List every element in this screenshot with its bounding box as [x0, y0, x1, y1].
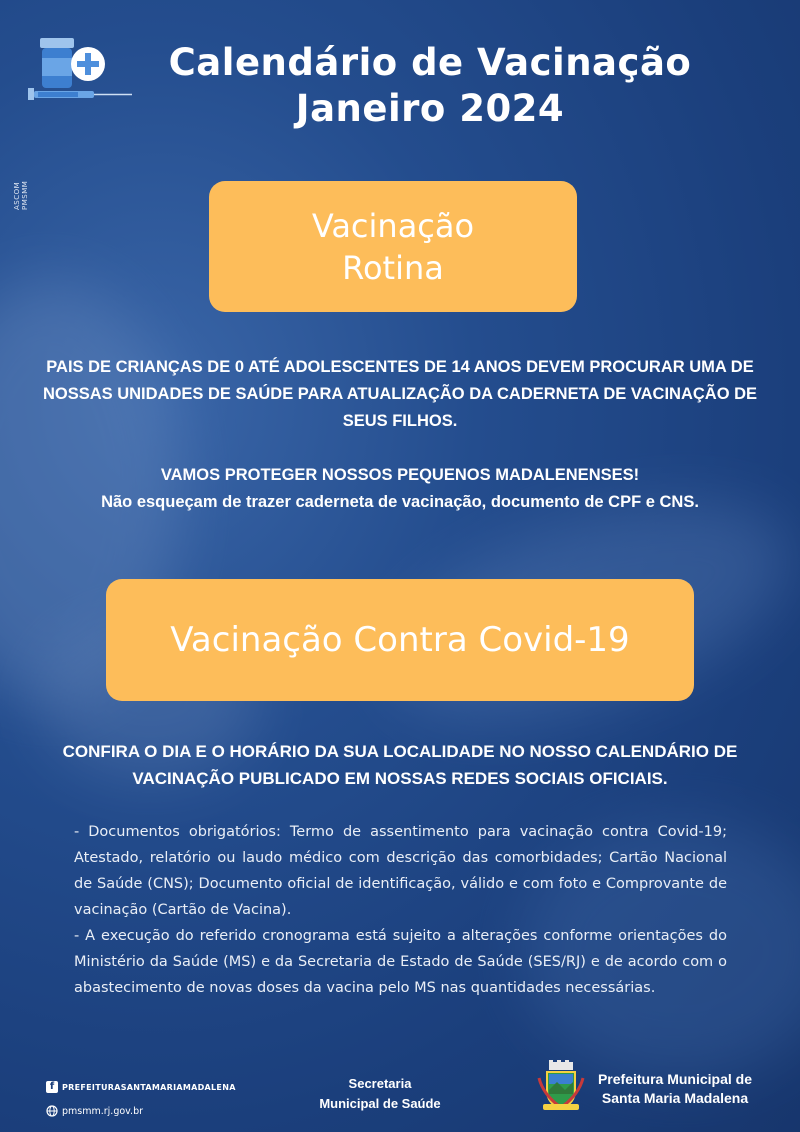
covid-vaccination-card	[106, 579, 694, 701]
facebook-handle: PREFEITURASANTAMARIAMADALENA	[62, 1082, 236, 1092]
credit-label: ASCOM PMSMM	[13, 180, 29, 210]
routine-vaccination-card	[209, 181, 577, 312]
website-link[interactable]	[46, 1101, 236, 1121]
call-line: VAMOS PROTEGER NOSSOS PEQUENOS MADALENENSES!	[160, 466, 640, 484]
facebook-icon: f	[46, 1081, 58, 1093]
department-line: Secretaria	[348, 1076, 412, 1091]
social-links	[46, 1077, 236, 1125]
title-line: Janeiro 2024	[295, 87, 565, 130]
title-line: Calendário de Vacinação	[168, 41, 692, 84]
card-line: Vacinação	[311, 206, 475, 245]
vaccine-vial-syringe-icon	[24, 34, 134, 104]
municipality-name	[585, 1070, 765, 1108]
website-url: pmsmm.rj.gov.br	[62, 1105, 144, 1117]
page-title	[120, 40, 740, 132]
card-label: Vacinação Contra Covid-19	[170, 620, 630, 660]
routine-reminder	[40, 462, 760, 516]
facebook-link[interactable]	[46, 1077, 236, 1097]
documents-paragraph: - Documentos obrigatórios: Termo de assentimento para vacinação contra Covid-19; Atestado, relatório ou laudo médico com descrição das comorbidades; Cartão Nacional de Saúde (CNS); Documento oficial de identificação, válido e com foto e Comprovante de vacinação (Cartão de Vacina).	[74, 824, 727, 918]
schedule-paragraph: - A execução do referido cronograma está sujeito a alterações conforme orientações do Ministério da Saúde (MS) e da Secretaria de Estado de Saúde (SES/RJ) e de acordo com o abastecimento de novas doses da vacina pelo MS nas quantidades necessárias.	[74, 928, 727, 996]
municipal-crest-icon	[537, 1060, 585, 1112]
municipality-line: Prefeitura Municipal de	[597, 1071, 753, 1087]
covid-details	[74, 819, 727, 1001]
globe-icon	[46, 1105, 58, 1117]
reminder-line: Não esqueçam de trazer caderneta de vacinação, documento de CPF e CNS.	[101, 493, 699, 511]
routine-message: PAIS DE CRIANÇAS DE 0 ATÉ ADOLESCENTES DE 14 ANOS DEVEM PROCURAR UMA DE NOSSAS UNIDADES DE SAÚDE PARA ATUALIZAÇÃO DA CADERNETA DE VACINAÇÃO DE SEUS FILHOS.	[42, 358, 758, 430]
department-name	[290, 1074, 470, 1114]
department-line: Municipal de Saúde	[319, 1096, 441, 1111]
municipality-line: Santa Maria Madalena	[601, 1090, 749, 1106]
card-line: Rotina	[342, 248, 444, 287]
covid-notice: CONFIRA O DIA E O HORÁRIO DA SUA LOCALIDADE NO NOSSO CALENDÁRIO DE VACINAÇÃO PUBLICADO EM NOSSAS REDES SOCIAIS OFICIAIS.	[62, 742, 738, 788]
